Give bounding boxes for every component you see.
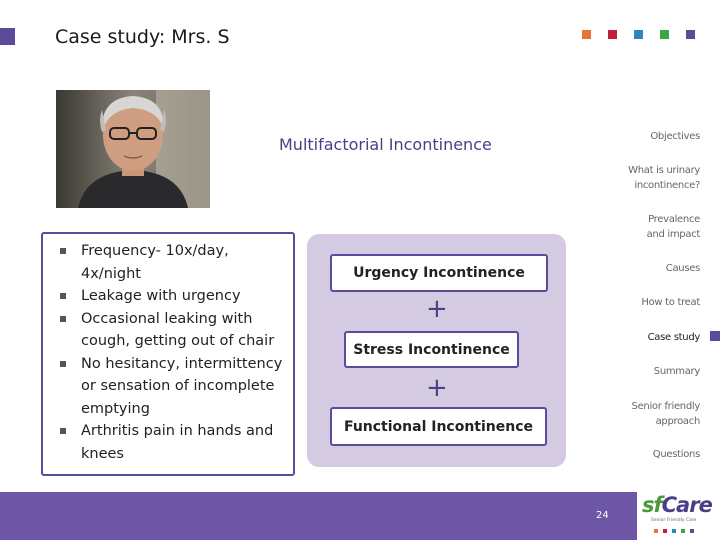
page-number: 24 bbox=[596, 510, 609, 521]
nav-questions[interactable]: Questions bbox=[652, 449, 700, 460]
slide-title: Case study: Mrs. S bbox=[55, 26, 230, 48]
logo-dot bbox=[681, 529, 685, 533]
logo-dots bbox=[654, 529, 694, 533]
section-marker bbox=[0, 28, 15, 45]
list-item: Occasional leaking with cough, getting out of chair bbox=[57, 308, 285, 353]
logo-sf: sf bbox=[642, 493, 662, 517]
logo-wordmark bbox=[642, 492, 712, 518]
nav-case-study[interactable]: Case study bbox=[647, 332, 700, 343]
plus-icon: + bbox=[426, 294, 448, 324]
nav-how-to-treat[interactable]: How to treat bbox=[641, 297, 700, 308]
square-red bbox=[608, 30, 617, 39]
nav-senior-friendly-approach[interactable]: Senior friendly approach bbox=[631, 401, 700, 427]
square-blue bbox=[634, 30, 643, 39]
patient-photo bbox=[56, 90, 210, 208]
list-item: Frequency- 10x/day, 4x/night bbox=[57, 240, 285, 285]
stress-incontinence-box: Stress Incontinence bbox=[344, 331, 519, 368]
logo-dot bbox=[672, 529, 676, 533]
logo-dot bbox=[654, 529, 658, 533]
logo-dot bbox=[690, 529, 694, 533]
multifactorial-title: Multifactorial Incontinence bbox=[279, 135, 492, 154]
nav-objectives[interactable]: Objectives bbox=[650, 131, 700, 142]
nav-what-is-urinary-incontinence[interactable]: What is urinary incontinence? bbox=[628, 165, 700, 191]
nav-summary[interactable]: Summary bbox=[653, 366, 700, 377]
logo-dot bbox=[663, 529, 667, 533]
sfcare-logo bbox=[640, 492, 720, 540]
active-nav-marker bbox=[710, 331, 720, 341]
square-purple bbox=[686, 30, 695, 39]
nav-prevalence-and-impact[interactable]: Prevalence and impact bbox=[646, 214, 700, 240]
urgency-incontinence-box: Urgency Incontinence bbox=[330, 254, 548, 292]
list-item: Leakage with urgency bbox=[57, 285, 285, 308]
footer-bar bbox=[0, 492, 637, 540]
plus-icon: + bbox=[426, 373, 448, 403]
functional-incontinence-box: Functional Incontinence bbox=[330, 407, 547, 446]
decorative-squares bbox=[582, 30, 695, 39]
symptom-list bbox=[41, 232, 295, 476]
logo-tagline: Senior Friendly Care bbox=[651, 518, 697, 523]
logo-care: Care bbox=[661, 493, 712, 517]
list-item: Arthritis pain in hands and knees bbox=[57, 420, 285, 465]
square-orange bbox=[582, 30, 591, 39]
list-item: No hesitancy, intermittency or sensation of incomplete emptying bbox=[57, 353, 285, 421]
square-green bbox=[660, 30, 669, 39]
nav-causes[interactable]: Causes bbox=[665, 263, 700, 274]
